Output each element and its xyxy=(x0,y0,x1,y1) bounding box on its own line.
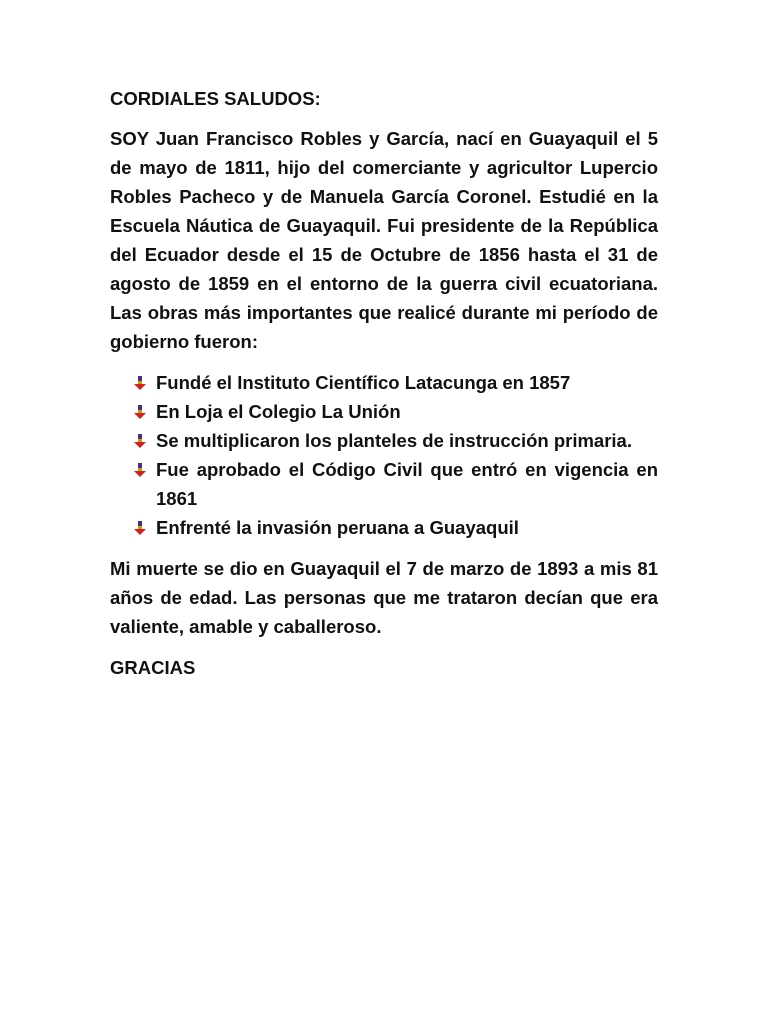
list-item xyxy=(156,426,658,455)
achievements-list xyxy=(110,368,658,542)
list-item-text: Se multiplicaron los planteles de instrucción primaria. xyxy=(156,430,632,451)
intro-paragraph: SOY Juan Francisco Robles y García, nací en Guayaquil el 5 de mayo de 1811, hijo del comerciante y agricultor Lupercio Robles Pacheco y de Manuela García Coronel. Estudié en la Escuela Náutica de Guayaquil. Fui presidente de la República del Ecuador desde el 15 de Octubre de 1856 hasta el 31 de agosto de 1859 en el entorno de la guerra civil ecuatoriana. Las obras más importantes que realicé durante mi período de gobierno fueron: xyxy=(110,128,658,352)
list-item-text: Fue aprobado el Código Civil que entró en vigencia en 1861 xyxy=(156,459,658,509)
arrow-down-bullet-icon xyxy=(134,434,146,448)
greeting-heading: CORDIALES SALUDOS: xyxy=(110,88,321,109)
list-item-text: Enfrenté la invasión peruana a Guayaquil xyxy=(156,517,519,538)
arrow-down-bullet-icon xyxy=(134,521,146,535)
list-item xyxy=(156,455,658,513)
list-item xyxy=(156,368,658,397)
list-item xyxy=(156,513,658,542)
list-item xyxy=(156,397,658,426)
list-item-text: Fundé el Instituto Científico Latacunga en 1857 xyxy=(156,372,571,393)
document-page xyxy=(110,84,658,682)
arrow-down-bullet-icon xyxy=(134,376,146,390)
ending-paragraph: Mi muerte se dio en Guayaquil el 7 de marzo de 1893 a mis 81 años de edad. Las personas que me trataron decían que era valiente, amable y caballeroso. xyxy=(110,558,658,637)
arrow-down-bullet-icon xyxy=(134,463,146,477)
closing-text: GRACIAS xyxy=(110,657,196,678)
arrow-down-bullet-icon xyxy=(134,405,146,419)
list-item-text: En Loja el Colegio La Unión xyxy=(156,401,401,422)
